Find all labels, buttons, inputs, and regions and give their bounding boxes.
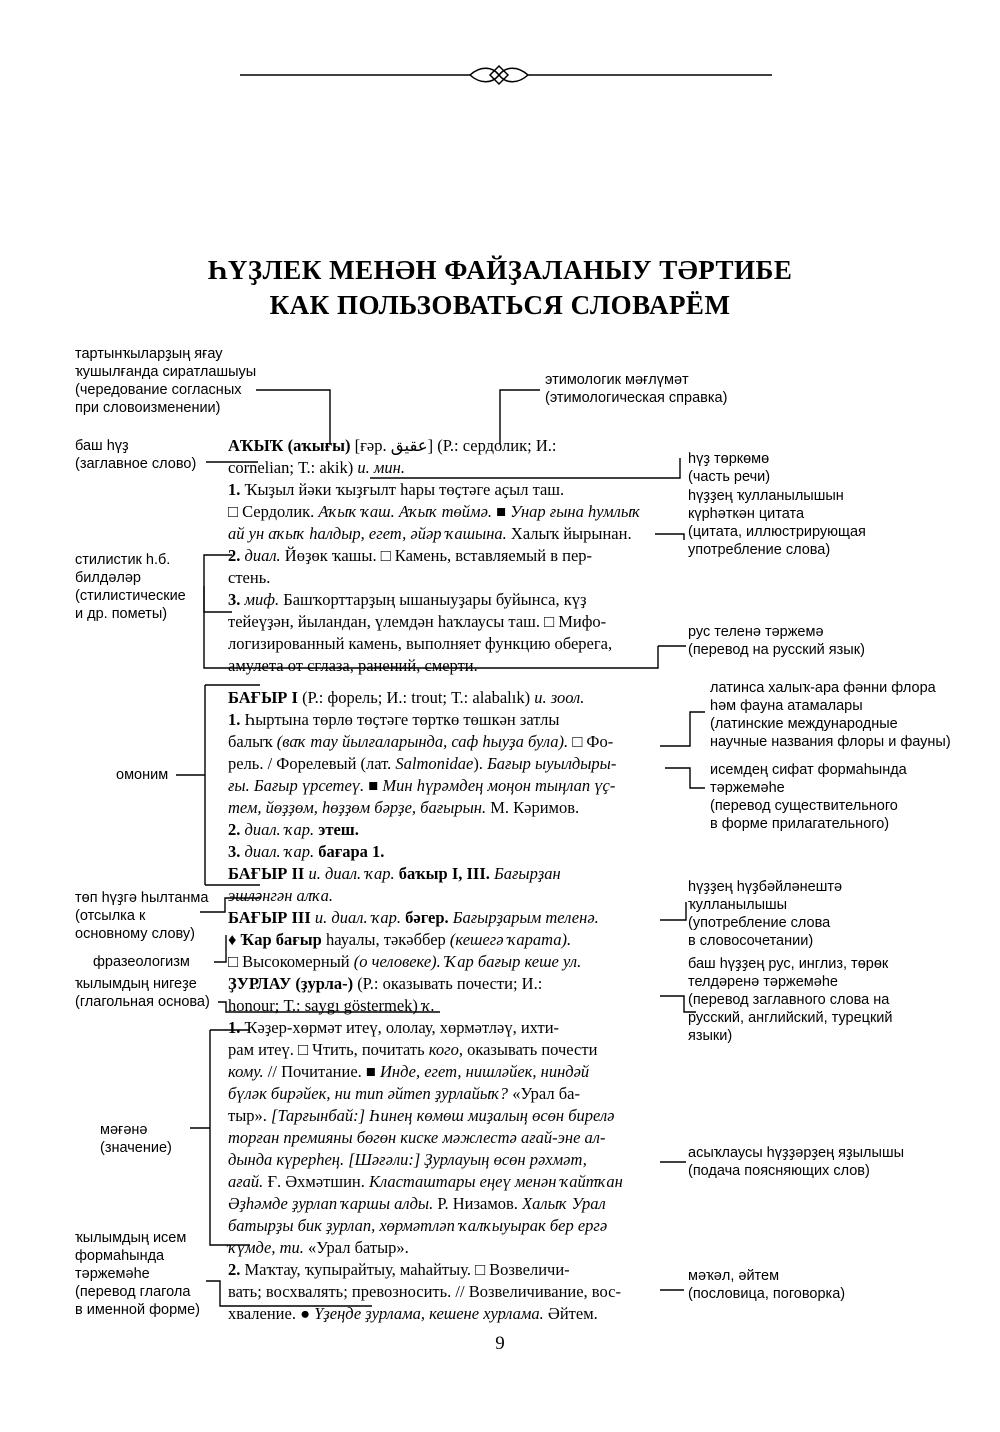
entry-line: 3. миф. Башҡорттарҙың ышаныуҙары буйынса, күҙ — [228, 590, 587, 609]
entry-line: 2. диал. Йөҙөк ҡашы. □ Камень, вставляемый в пер- — [228, 546, 593, 565]
label-consonant-alternation: тартынҡыларҙың яғау ҡушылғанда сиратлашыуы (чередование согласных при словоизменении) — [75, 346, 257, 416]
entry-line: ғы. Бағыр үрсетеү. ■ Мин һүрәмдең моңон тыңлап үҫ- — [228, 776, 616, 795]
entry-line: хваление. ● Үҙеңде ҙурлама, кешене хурлама. Әйтем. — [228, 1304, 598, 1323]
entry-line: рам итеү. □ Чтить, почитать кого, оказывать почести — [228, 1040, 598, 1059]
entry-line: дында күрерһең. [Шәғәли:] Ҙурлауың өсөн рәхмәт, — [228, 1150, 587, 1169]
entry-line: БАҒЫР III и. диал. ҡар. бәгер. Бағырҙарым теленә. — [228, 908, 599, 927]
entry-line: ♦ Ҡар бағыр һауалы, тәкәббер (кешегә ҡарата). — [228, 930, 572, 949]
label-stylistic-marks: стилистик һ.б. билдәләр (стилистические и др. пометы) — [75, 552, 186, 622]
label-verb-stem: ҡылымдың нигеҙе (глагольная основа) — [75, 976, 210, 1010]
entry-line: □ Высокомерный (о человеке). Ҡар бағыр кеше ул. — [228, 952, 582, 971]
entry-line: ағай. Ғ. Әхмәтшин. Класташтары еңеү менән ҡайтҡан — [228, 1172, 623, 1191]
entry-zurlau — [228, 973, 668, 1325]
entry-line: 2. Маҡтау, ҡупырайтыу, маһайтыу. □ Возвеличи- — [228, 1260, 570, 1279]
entry-line: ҘУРЛАУ (ҙурла-) (Р.: оказывать почести; И.: — [228, 974, 543, 993]
entry-line: Әҙһәмде ҙурлап ҡаршы алды. Р. Низамов. Халыҡ Урал — [228, 1194, 606, 1213]
entry-line: балыҡ (ваҡ тау йылғаларында, саф һыуҙа була). □ Фо- — [228, 732, 614, 751]
label-latin-names: латинса халыҡ-ара фәнни флора һәм фауна атамалары (латинские международные научные названия флоры и фауны) — [710, 680, 951, 750]
entry-line: торған премияны бөгөн киске мәжлестә ағай-эне ал- — [228, 1128, 606, 1147]
page-title-russian: КАК ПОЛЬЗОВАТЬСЯ СЛОВАРЁМ — [269, 290, 731, 320]
label-verbal-noun: ҡылымдың исем формаһында тәржемәһе (перевод глагола в именной форме) — [75, 1230, 200, 1318]
entry-line: 1. Һыртына төрлө төҫтәге төрткө төшкән затлы — [228, 710, 560, 729]
label-etymology: этимологик мәғлүмәт (этимологическая справка) — [545, 372, 728, 406]
entry-line: ай ун аҡыҡ һалдыр, егет, әйәр ҡашына. Халыҡ йырынан. — [228, 524, 632, 543]
entry-line: 2. диал. ҡар. этеш. — [228, 820, 359, 839]
entry-line: 3. диал. ҡар. бағара 1. — [228, 842, 385, 861]
entry-line: кому. // Почитание. ■ Инде, егет, нишләйек, ниндәй — [228, 1062, 590, 1081]
entry-line: тем, йөҙҙөм, һөҙҙөм бәрҙе, бағырын. М. Кәримов. — [228, 798, 580, 817]
entry-akyk — [228, 435, 668, 677]
entry-line: вать; восхвалять; превозносить. // Возвеличивание, вос- — [228, 1282, 621, 1301]
label-headword: баш һүҙ (заглавное слово) — [75, 438, 197, 472]
entry-line: БАҒЫР I (Р.: форель; И.: trout; Т.: alabalık) и. зоол. — [228, 688, 585, 707]
label-phrase-usage: һүҙҙең һүҙбәйләнештә ҡулланылышы (употребление слова в словосочетании) — [688, 879, 843, 949]
label-adjectival-translation: исемдең сифат формаһында тәржемәһе (перевод существительного в форме прилагательного) — [710, 762, 907, 832]
entry-line: стень. — [228, 568, 271, 587]
entry-line: cornelian; Т.: akik) и. мин. — [228, 458, 405, 477]
label-russian-translation: рус теленә тәржемә (перевод на русский язык) — [688, 624, 865, 658]
label-part-of-speech: һүҙ төркөмө (часть речи) — [688, 451, 771, 485]
label-proverb: мәҡәл, әйтем (пословица, поговорка) — [688, 1268, 846, 1302]
entry-line: ҡүмде, ти. «Урал батыр». — [228, 1238, 409, 1257]
label-headword-translation: баш һүҙҙең рус, инглиз, төрөк телдәренә тәржемәһе (перевод заглавного слова на русский, английский, турецкий языки) — [688, 956, 893, 1044]
entry-line: батырҙы бик ҙурлап, хөрмәтләп ҡалҡыуырак бер ергә — [228, 1216, 608, 1235]
entry-line: амулета от сглаза, ранений, смерти. — [228, 656, 478, 675]
entry-line: тыр». [Тарғынбай:] Һинең көмөш миҙалың өсөн бирелә — [228, 1106, 615, 1125]
label-explanatory-words: асыҡлаусы һүҙҙәрҙең яҙылышы (подача поясняющих слов) — [688, 1145, 904, 1179]
entry-line: БАҒЫР II и. диал. ҡар. баҡыр I, III. Бағырҙан — [228, 864, 561, 883]
page-number: 9 — [495, 1333, 505, 1354]
label-citation: һүҙҙең ҡулланылышын күрһәткән цитата (цитата, иллюстрирующая употребление слова) — [688, 488, 866, 558]
entry-line: эшләнгән алҡа. — [228, 886, 334, 905]
top-ornament — [240, 66, 772, 84]
entry-line: 1. Ҡәҙер-хөрмәт итеү, ололау, хөрмәтләү, ихти- — [228, 1018, 560, 1037]
entry-line: тейеүҙән, йыландан, үлемдән һаҡлаусы таш. □ Мифо- — [228, 612, 607, 631]
entry-line: бүләк бирәйек, ни тип әйтеп ҙурлайыҡ? «Урал ба- — [228, 1084, 580, 1103]
entry-bagyr — [228, 687, 668, 973]
entry-line: 1. Ҡыҙыл йәки ҡыҙғылт һары төҫтәге аҫыл таш. — [228, 480, 565, 499]
label-homonym: омоним — [116, 767, 169, 783]
entry-line: рель. / Форелевый (лат. Salmonidae). Бағыр ыуылдыры- — [228, 754, 617, 773]
label-reference: төп һүҙгә һылтанма (отсылка к основному слову) — [75, 890, 209, 942]
entry-line: □ Сердолик. Аҡыҡ ҡаш. Аҡыҡ төймә. ■ Унар ғына һумлыҡ — [228, 502, 641, 521]
page-title-bashkir: ҺҮҘЛЕК МЕНӘН ФАЙҘАЛАНЫУ ТӘРТИБЕ — [207, 255, 793, 285]
label-phraseologism: фразеологизм — [93, 954, 190, 970]
label-meaning: мәғәнә (значение) — [100, 1122, 172, 1156]
entry-line: логизированный камень, выполняет функцию оберега, — [228, 634, 613, 653]
entry-line: honour; Т.: saygı göstermek) ҡ. — [228, 996, 435, 1015]
entry-line: АҠЫҠ (аҡығы) [ғәр. عقيق] (Р.: сердолик; И.: — [228, 436, 557, 455]
